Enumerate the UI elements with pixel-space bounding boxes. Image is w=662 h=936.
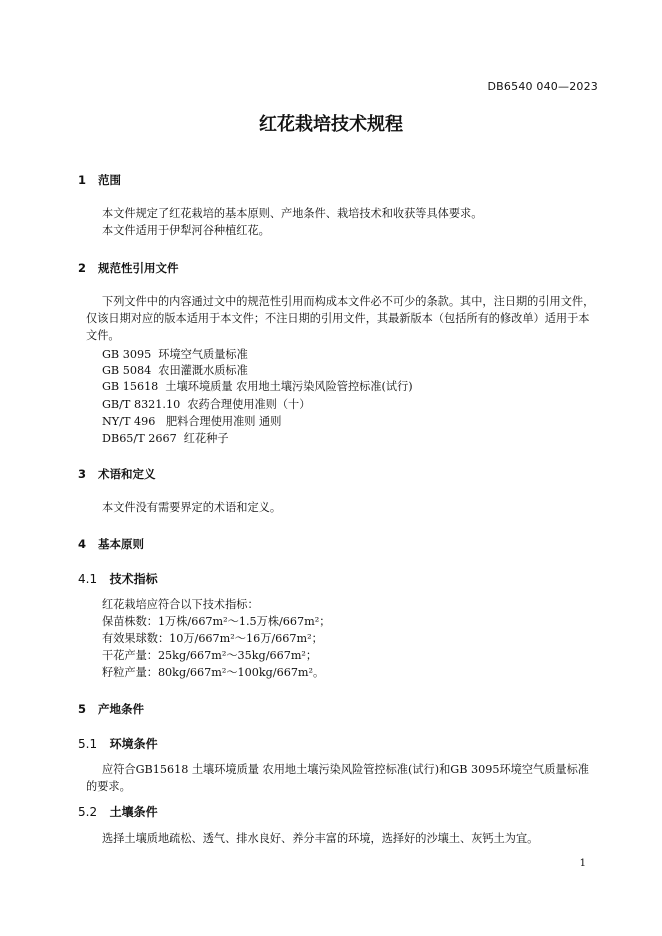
- section-4-1-heading: [78, 570, 158, 587]
- section-number: 5.2: [78, 805, 98, 819]
- reference-item: NY/T 496 肥料合理使用准则 通则: [102, 415, 282, 428]
- indicator-line: 有效果球数：10万/667m²～16万/667m²；: [102, 632, 323, 645]
- indicator-line: 保苗株数：1万株/667m²～1.5万株/667m²；: [102, 615, 331, 628]
- document-title: 红花栽培技术规程: [259, 114, 403, 135]
- section-number: 4.1: [78, 572, 98, 586]
- indicator-line: 籽粒产量：80kg/667m²～100kg/667m²。: [102, 666, 325, 679]
- section-title: 技术指标: [109, 572, 158, 586]
- section-4-heading: [78, 536, 144, 552]
- section-5-heading: [78, 701, 144, 717]
- section-5-2-paragraph: 选择土壤质地疏松、透气、排水良好、养分丰富的环境，选择好的沙壤土、灰钙土为宜。: [102, 832, 539, 845]
- reference-item: GB 3095 环境空气质量标准: [102, 348, 248, 361]
- section-title: 土壤条件: [109, 805, 158, 819]
- section-1-heading: [78, 172, 121, 188]
- indicator-line: 红花栽培应符合以下技术指标：: [102, 598, 259, 611]
- section-number: 5: [78, 702, 87, 716]
- section-1-paragraph-2: 本文件适用于伊犁河谷种植红花。: [102, 224, 270, 237]
- section-3-paragraph-1: 本文件没有需要界定的术语和定义。: [102, 501, 282, 514]
- section-3-heading: [78, 466, 156, 482]
- section-5-1-heading: [78, 735, 158, 752]
- reference-item: GB 15618 土壤环境质量 农用地土壤污染风险管控标准(试行): [102, 380, 413, 393]
- section-number: 4: [78, 537, 87, 551]
- section-5-1-paragraph: 应符合GB15618 土壤环境质量 农用地土壤污染风险管控标准(试行)和GB 3095环境空气质量标准的要求。: [86, 763, 589, 793]
- reference-item: DB65/T 2667 红花种子: [102, 432, 229, 445]
- section-5-2-heading: [78, 803, 158, 820]
- reference-item: GB/T 8321.10 农药合理使用准则（十）: [102, 398, 311, 411]
- section-number: 5.1: [78, 737, 98, 751]
- document-code: DB6540 040—2023: [487, 80, 598, 93]
- reference-item: GB 5084 农田灌溉水质标准: [102, 364, 248, 377]
- page-number: 1: [579, 858, 586, 869]
- section-number: 3: [78, 467, 87, 481]
- section-2-paragraph-1: 下列文件中的内容通过文中的规范性引用而构成本文件必不可少的条款。其中，注日期的引用文件，仅该日期对应的版本适用于本文件；不注日期的引用文件，其最新版本（包括所有的修改单）适用于本文件。: [86, 295, 595, 342]
- section-title: 术语和定义: [98, 467, 156, 481]
- section-1-paragraph-1: 本文件规定了红花栽培的基本原则、产地条件、栽培技术和收获等具体要求。: [102, 207, 483, 220]
- section-title: 环境条件: [109, 737, 158, 751]
- section-title: 基本原则: [98, 537, 145, 551]
- section-title: 产地条件: [98, 702, 145, 716]
- section-2-heading: [78, 260, 179, 276]
- section-number: 1: [78, 173, 87, 187]
- section-number: 2: [78, 261, 87, 275]
- indicator-line: 干花产量：25kg/667m²～35kg/667m²；: [102, 649, 318, 662]
- section-title: 规范性引用文件: [98, 261, 179, 275]
- section-title: 范围: [98, 173, 122, 187]
